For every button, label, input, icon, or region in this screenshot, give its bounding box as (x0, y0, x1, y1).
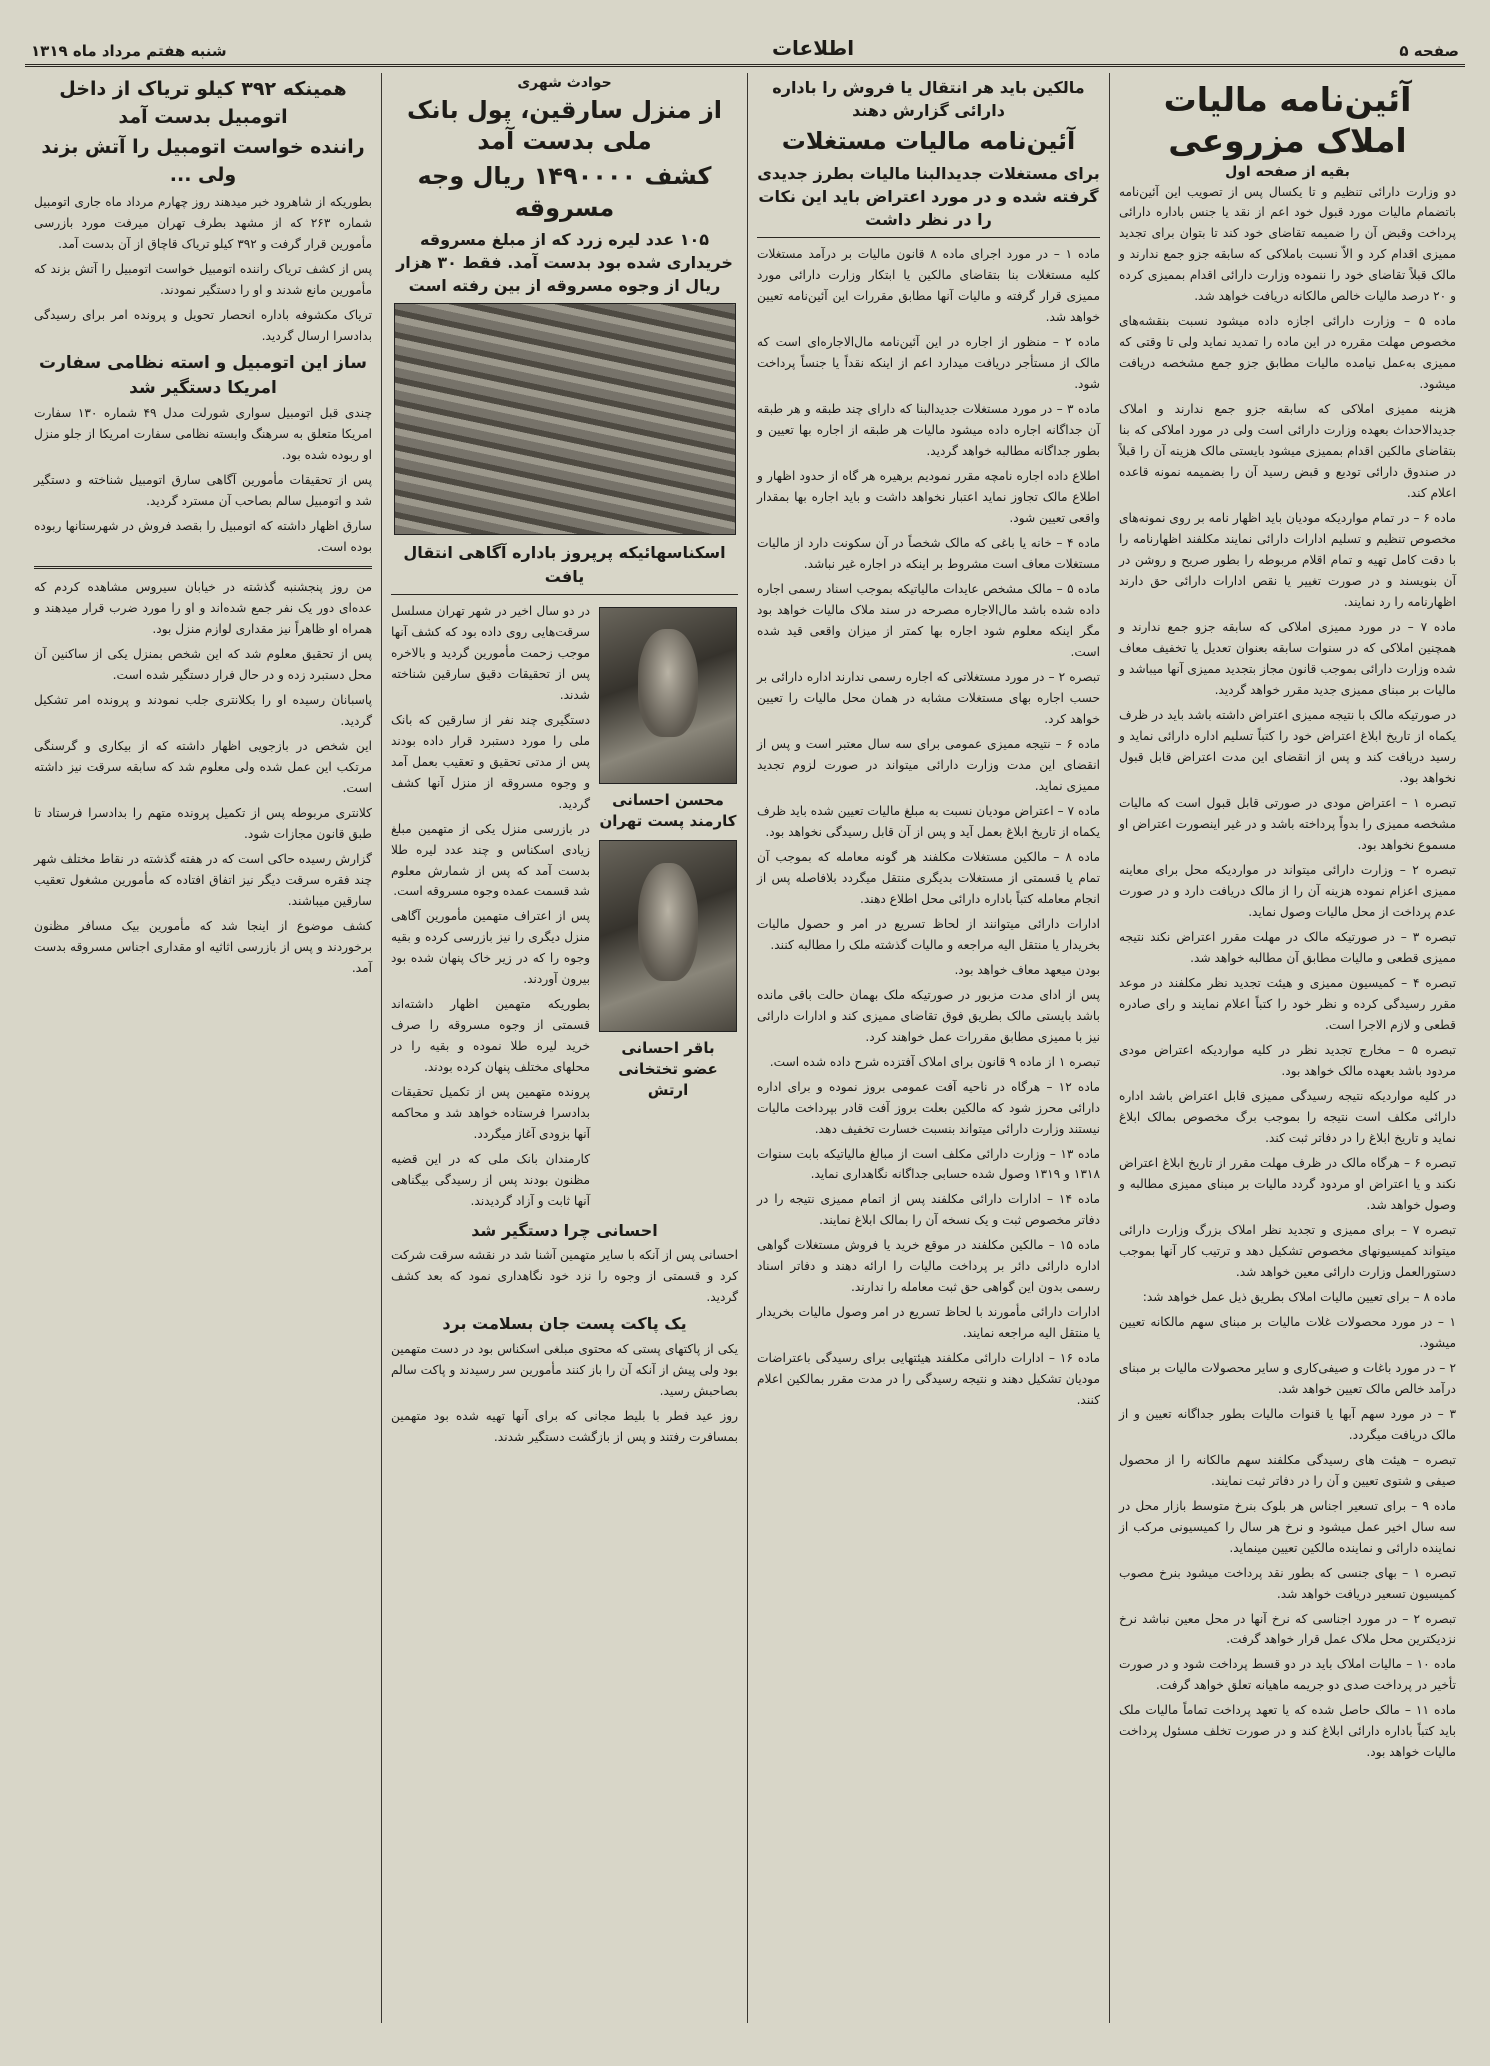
tax-paragraph: تبصره ۲ – وزارت دارائی میتواند در مواردیکه محل برای معاینه ممیزی اعزام نموده هزینه آن را از مالک دریافت دارد و در صورت عدم پرداخت از محل مالیات وصول نماید. (1119, 863, 1456, 919)
rent-paragraph: ماده ۸ – مالکین مستغلات مکلفند هر گونه معامله که بموجب آن تمام یا قسمتی از مستغلات بدیگری منتقل میگردد بلافاصله پس از انجام معامله کتباً باداره دارائی محل اطلاع دهند. (757, 849, 1101, 906)
car-title2: راننده خواست اتومبیل را آتش بزند ولی ... (41, 136, 365, 186)
tax-paragraph: تبصره ۲ – در مورد اجناسی که نرخ آنها در محل معین نباشد نرخ نزدیکترین محل ملاک عمل قرار خواهد گرفت. (1119, 1611, 1456, 1647)
tax-paragraph: دو وزارت دارائی تنظیم و تا یکسال پس از تصویب این آئین‌نامه باتضمام مالیات مورد قبول خود اعم از نقد یا جنس باداره دارائی پرداخت وقبض آن را ضمیمه تقاضای خود کند تا بتوان برای تجدید ممیزی اقدام کرد و الاّ نسبت باملاکی که سابقه جزو جمع ندارند و مالک قبلاً تقاضای خود را ننموده وزارت دارائی اقدام بممیزی کرده و ۲۰ درصد مالیات خالص مالکانه دریافت خواهد شد. (1119, 184, 1456, 304)
rent-paragraph: ادارات دارائی مأمورند با لحاظ تسریع در امر وصول مالیات بخریدار یا منتقل الیه مراجعه نمایند. (757, 1305, 1100, 1341)
rent-paragraph: ماده ۶ – نتیجه ممیزی عمومی برای سه سال معتبر است و پس از انقضای این مدت وزارت دارائی میتواند در صورت لزوم تجدید ممیزی نماید. (757, 736, 1100, 793)
tax-paragraph: تبصره ۷ – برای ممیزی و تجدید نظر املاک بزرگ وزارت دارائی میتواند کمیسیونهای مخصوص تشکیل دهد و ترتیب کار آنها بموجب دستورالعمل وزارت دارائی معین خواهد شد. (1119, 1222, 1456, 1279)
caption-bagher: باقر احسانی عضو تختخانی ارتش (618, 1038, 718, 1099)
tax-paragraph: ماده ۵ – وزارت دارائی اجازه داده میشود نسبت بنقشه‌های مخصوص مهلت مقرره در این ماده را تمدید نماید ولی تا وقتی که ممیزی به‌عمل نیامده مالیات مطابق جزو جمع مشخصه دریافت میشود. (1119, 314, 1456, 392)
car-paragraph: پس از تحقیق معلوم شد که این شخص بمنزل یکی از ساکنین آن محل دستبرد زده و در حال فرار دستگیر شده است. (34, 647, 372, 683)
car-body1 (34, 192, 372, 347)
car-paragraph: پس از کشف تریاک راننده اتومبیل خواست اتومبیل را آتش بزند که مأمورین مانع شدند و او را دستگیر نمودند. (34, 262, 372, 298)
column-rent (747, 73, 1109, 2023)
car-paragraph: کلانتری مربوطه پس از تکمیل پرونده متهم را بدادسرا فرستاد تا طبق قانون مجازات شود. (34, 806, 372, 842)
crime-subtitle: ۱۰۵ عدد لیره زرد که از مبلغ مسروقه خریداری شده بود بدست آمد. فقط ۳۰ هزار ریال از وجوه مسروقه از بین رفته است (396, 229, 733, 296)
tax-paragraph: ۲ – در مورد باغات و صیفی‌کاری و سایر محصولات مالیات بر مبنای درآمد خالص مالک تعیین خواهد شد. (1119, 1360, 1456, 1396)
tax-continued: بقیه از صفحه اول (1225, 163, 1350, 180)
tax-paragraph: تبصره ۶ – هرگاه مالک در ظرف مهلت مقرر از تاریخ ابلاغ اعتراض نکند و یا اعتراض او مردود گردد مالیات بر مبنای ممیزی مطالبه و وصول خواهد شد. (1119, 1155, 1456, 1212)
tax-paragraph: در کلیه مواردیکه نتیجه رسیدگی ممیزی قابل اعتراض باشد اداره دارائی مکلف است نتیجه را بموجب برگ مخصوص بمالک ابلاغ نماید و تاریخ ابلاغ را در دفاتر ثبت کند. (1119, 1088, 1456, 1145)
tax-paragraph: ماده ۱۰ – مالیات املاک باید در دو قسط پرداخت شود و در صورت تأخیر در پرداخت صدی دو جریمه ماهیانه تعلق خواهد گرفت. (1119, 1657, 1456, 1693)
car-paragraph: سارق اظهار داشته که اتومبیل را بقصد فروش در شهرستانها ربوده بوده است. (34, 519, 372, 555)
tax-paragraph: تبصره ۱ – اعتراض مودی در صورتی قابل قبول است که مالیات مشخصه ممیزی را بدواً پرداخته باشد و در غیر اینصورت اعتراض او مسموع نخواهد بود. (1119, 796, 1456, 853)
car-paragraph: بطوریکه از شاهرود خبر میدهند روز چهارم مرداد ماه جاری اتومبیل شماره ۲۶۳ که از مشهد بطرف تهران میرفت مورد بازرسی مأمورین قرار گرفت و ۳۹۲ کیلو تریاک قاچاق از آن بدست آمد. (34, 195, 372, 252)
rent-body (757, 244, 1100, 1411)
crime-sub-heading2: یک پاکت پست جان بسلامت برد (442, 1314, 687, 1334)
car-paragraph: کشف موضوع از اینجا شد که مأمورین بیک مسافر مظنون برخوردند و پس از بازرسی اثاثیه او مقداری اجناس مسروقه بدست آمد. (34, 919, 372, 975)
tax-paragraph: تبصره – هیئت های رسیدگی مکلفند سهم مالکانه را از محصول صیفی و شتوی تعیین و آن را در دفاتر ثبت نمایند. (1119, 1452, 1456, 1488)
rent-paragraph: ماده ۱۵ – مالکین مکلفند در موقع خرید یا فروش مستغلات گواهی اداره دارائی دائر بر پرداخت مالیات را ارائه دهند و دفاتر اسناد رسمی بدون این گواهی حق ثبت معامله را ندارند. (757, 1238, 1100, 1295)
rent-paragraph: ماده ۲ – منظور از اجاره در این آئین‌نامه مال‌الاجاره‌ای است که مالک از مستأجر دریافت میدارد اعم از اینکه نقداً یا جنساً پرداخت شود. (757, 335, 1100, 392)
tax-paragraph: ماده ۱۱ – مالک حاصل شده که یا تعهد پرداخت تماماً مالیات ملک باید کتباً باداره دارائی ابلاغ کند و در صورت تخلف مسئول پرداخت مالیات خواهد بود. (1119, 1703, 1457, 1760)
crime-title2: کشف ۱۴۹۰۰۰۰ ریال وجه مسروقه (417, 162, 712, 222)
car-paragraph: من روز پنجشنبه گذشته در خیابان سیروس مشاهده کردم که عده‌ای دور یک نفر جمع شده‌اند و او را مورد ضرب قرار میدهند و همراه او ظاهراً نیز مقداری لوازم منزل بود. (34, 580, 372, 637)
car-paragraph: پاسبانان رسیده او را بکلانتری جلب نمودند و پرونده امر تشکیل گردید. (34, 693, 372, 729)
car-title3: ساز این اتومبیل و استه نظامی سفارت امریکا دستگیر شد (39, 353, 367, 398)
newspaper-page (25, 18, 1465, 2028)
car-body3 (34, 577, 372, 979)
crime-sub-paragraph2: یکی از پاکتهای پستی که محتوی مبلغی اسکناس بود در دست متهمین بود ولی پیش از آنکه آن را باز کنند مأمورین سر رسیدند و پاکت سالم بصاحبش رسید. (391, 1341, 738, 1398)
rent-paragraph: پس از ادای مدت مزبور در صورتیکه ملک بهمان حالت باقی مانده باشد بایستی مالک بطریق فوق تقاضای ممیزی کند و ادارات دارائی نیز با ممیزی مطابق مقررات عمل خواهند کرد. (757, 987, 1100, 1044)
masthead (25, 18, 1465, 67)
column-tax (1109, 73, 1465, 2023)
tax-paragraph: تبصره ۴ – کمیسیون ممیزی و هیئت تجدید نظر مکلفند در موعد مقرر رسیدگی کرده و نظر خود را کتباً اعلام نمایند و رای صادره قطعی و لازم الاجرا است. (1119, 975, 1456, 1032)
column-car (25, 73, 381, 2023)
tax-paragraph: ماده ۸ – برای تعیین مالیات املاک بطریق ذیل عمل خواهد شد: (1142, 1289, 1456, 1304)
tax-paragraph: تبصره ۵ – مخارج تجدید نظر در کلیه مواردیکه اعتراض مودی مردود باشد بعهده مالک خواهد بود. (1119, 1042, 1456, 1078)
tax-paragraph: در صورتیکه مالک با نتیجه ممیزی اعتراض داشته باشد باید در ظرف یکماه از تاریخ ابلاغ اعتراض خود را کتباً تسلیم اداره دارائی نماید و رسید دریافت کند و پس از انقضای این مدت اعتراض قابل قبول نخواهد بود. (1119, 708, 1456, 786)
rent-paragraph: ماده ۵ – مالک مشخص عایدات مالیاتیکه بموجب اسناد رسمی اجاره داده شده باشد مال‌الاجاره مصرحه در سند ملاک مالیات خواهد بود مگر اینکه معلوم شود اجاره بها کمتر از میزان واقعی قید شده است. (757, 581, 1100, 659)
rent-paragraph: ماده ۳ – در مورد مستغلات جدیدالبنا که دارای چند طبقه و هر طبقه آن جداگانه اجاره داده میشود مالیات هر طبقه از اجاره بها تعیین و بطور جداگانه مطالبه خواهد گردید. (757, 402, 1100, 458)
evidence-photo (394, 303, 736, 535)
rent-paragraph: ماده ۱ – در مورد اجرای ماده ۸ قانون مالیات بر درآمد مستغلات کلیه مستغلات بنا بتقاضای مالکین یا ابتکار وزارت دارائی مورد ممیزی قرار گرفته و مالیات آنها مطابق مقررات این آئین‌نامه تعیین خواهد شد. (757, 247, 1100, 325)
paper-name: اطلاعات (771, 36, 855, 60)
rent-title: آئین‌نامه مالیات مستغلات (781, 127, 1076, 156)
crime-sub-heading1: احسانی چرا دستگیر شد (471, 1221, 658, 1241)
car-paragraph: این شخص در بازجویی اظهار داشته که از بیکاری و گرسنگی مرتکب این عمل شده ولی معلوم شد که سابقه سرقت نیز داشته است. (34, 739, 372, 796)
tax-paragraph: ۱ – در مورد محصولات غلات مالیات بر مبنای سهم مالکانه تعیین میشود. (1119, 1314, 1456, 1350)
crime-paragraph: پرونده متهمین پس از تکمیل تحقیقات بدادسرا فرستاده خواهد شد و محاکمه آنها بزودی آغاز میگردد. (391, 1085, 590, 1142)
transfer-title: اسکناسهائیکه پرپروز باداره آگاهی انتقال یافت (403, 543, 726, 586)
rent-paragraph: بودن میعهد معاف خواهد بود. (954, 962, 1100, 977)
car-paragraph: چندی قبل اتومبیل سواری شورلت مدل ۴۹ شماره ۱۳۰ سفارت امریکا متعلق به سرهنگ وابسته نظامی سفارت امریکا از جلو منزل او ربوده شده بود. (34, 406, 372, 463)
tax-paragraph: ماده ۹ – برای تسعیر اجناس هر بلوک بنرخ متوسط بازار محل در سه سال اخیر عمل میشود و نرخ هر سال را کمیسیونی مرکب از نماینده دارائی و نماینده مالکین تعیین مینماید. (1119, 1498, 1456, 1555)
car-paragraph: تریاک مکشوفه باداره انحصار تحویل و پرونده امر برای رسیدگی بدادسرا ارسال گردید. (34, 308, 372, 344)
rent-paragraph: ماده ۴ – خانه یا باغی که مالک شخصاً در آن سکونت دارد از مالیات مستغلات معاف است مشروط بر اینکه در اجاره غیر نباشد. (757, 535, 1100, 571)
crime-sub-paragraph3: روز عید فطر با بلیط مجانی که برای آنها تهیه شده بود متهمین بمسافرت رفتند و پس از بازگشت دستگیر شدند. (391, 1408, 738, 1444)
page-label: صفحه ۵ (1399, 42, 1459, 60)
car-paragraph: پس از تحقیقات مأمورین آگاهی سارق اتومبیل شناخته و دستگیر شد و اتومبیل سالم بصاحب آن مسترد گردید. (34, 473, 372, 509)
crime-title: از منزل سارقین، پول بانک ملی بدست آمد (406, 96, 723, 156)
crime-paragraph: در بازرسی منزل یکی از متهمین مبلغ زیادی اسکناس و چند عدد لیره طلا بدست آمد که پس از شمارش معلوم شد قسمت عمده وجوه مسروقه است. (391, 821, 590, 899)
crime-kicker: حوادث شهری (517, 75, 612, 91)
car-title1: همینکه ۳۹۲ کیلو تریاک از داخل اتومبیل بدست آمد (59, 78, 347, 128)
rent-paragraph: اطلاع داده اجاره نامچه مقرر نمودیم برهیره هر گاه از حدود اظهار و اطلاع مالک تجاوز نماید اعتبار نخواهد داشت و باید اجاره بها بمقدار واقعی تعیین شود. (757, 468, 1100, 525)
crime-paragraph: بطوریکه متهمین اظهار داشته‌اند قسمتی از وجوه مسروقه را صرف خرید لیره طلا نموده و بقیه را در محلهای مختلف پنهان کرده بودند. (391, 997, 590, 1075)
rent-paragraph: ماده ۱۴ – ادارات دارائی مکلفند پس از اتمام ممیزی نتیجه را در دفاتر مخصوص ثبت و یک نسخه آن را بمالک ابلاغ نمایند. (757, 1192, 1100, 1228)
crime-paragraph: در دو سال اخیر در شهر تهران مسلسل سرقت‌هایی روی داده بود که کشف آنها موجب زحمت مأمورین گردید و بالاخره پس از تحقیقات دقیق سارقین شناخته شدند. (391, 603, 590, 702)
tax-paragraph: ماده ۶ – در تمام مواردیکه مودیان باید اظهار نامه بر روی نمونه‌های مخصوص تنظیم و تسلیم ادارات دارائی نمایند مکلفند اظهارنامه را با دقت کامل تهیه و تمام اقلام مربوطه را بطور صریح و روشن در آن بنویسند و در صورت تغییر یا نقص ادارات دارائی حق دارند اظهارنامه را رد نمایند. (1119, 511, 1456, 610)
rent-kicker: مالکین باید هر انتقال یا فروش را باداره دارائی گزارش دهند (772, 78, 1085, 121)
rent-subtitle: برای مستغلات جدیدالبنا مالیات بطرز جدیدی گرفته شده و در مورد اعتراض باید این نکات را در نظر داشت (757, 163, 1100, 229)
tax-body (1119, 182, 1456, 1764)
tax-paragraph: تبصره ۳ – در صورتیکه مالک در مهلت مقرر اعتراض نکند نتیجه ممیزی قطعی و مالیات مطابق آن مطالبه خواهد شد. (1119, 929, 1456, 965)
crime-sub-paragraph1: احسانی پس از آنکه با سایر متهمین آشنا شد در نقشه سرقت شرکت کرد و قسمتی از وجوه را نزد خود نگاهداری نمود که بعد کشف گردید. (391, 1248, 738, 1305)
caption-mohsen: محسن احسانی کارمند پست تهران (599, 790, 737, 830)
portrait-mohsen (599, 607, 737, 784)
tax-paragraph: هزینه ممیزی املاکی که سابقه جزو جمع ندارند و املاک جدیدالاحداث بعهده وزارت دارائی است ولی در مورد املاکی که بنا بتقاضای مالکین اقدام بممیزی میشود بایستی مالک هزینه آن را قبلاً در صندوق دارائی تودیع و قبض رسید آن را بضمیمه نمونه قاعده اعلام کند. (1119, 402, 1456, 501)
rent-paragraph: تبصره ۱ از ماده ۹ قانون برای املاک آفتزده شرح داده شده است. (769, 1054, 1100, 1069)
rent-paragraph: ماده ۷ – اعتراض مودیان نسبت به مبلغ مالیات تعیین شده باید ظرف یکماه از تاریخ ابلاغ بعمل آید و پس از آن قابل رسیدگی نخواهد بود. (757, 803, 1100, 839)
tax-title: آئین‌نامه مالیات املاک مزروعی (1163, 80, 1412, 161)
tax-paragraph: تبصره ۱ – بهای جنسی که بطور نقد پرداخت میشود بنرخ مصوب کمیسیون تسعیر دریافت خواهد شد. (1119, 1565, 1457, 1601)
tax-paragraph: ماده ۷ – در مورد ممیزی املاکی که سابقه جزو جمع ندارند و همچنین املاکی که در سنوات سابقه بعنوان تعدیل یا تخفیف معاف شده وزارت دارائی بموجب قانون مجاز بتجدید ممیزی آنها میباشد و مالیات بر مبنای ممیزی جدید مقرر خواهد گردید. (1119, 620, 1456, 698)
column-crime (381, 73, 747, 2023)
car-paragraph: گزارش رسیده حاکی است که در هفته گذشته در نقاط مختلف شهر چند فقره سرقت دیگر نیز اتفاق افتاده که مأمورین مشغول تعقیب سارقین میباشند. (34, 852, 372, 909)
crime-paragraph: دستگیری چند نفر از سارقین که بانک ملی را مورد دستبرد قرار داده بودند پس از مدتی تحقیق و تعقیب بعمل آمد و وجوه مسروقه از منزل آنها کشف گردید. (391, 712, 590, 811)
rent-paragraph: ماده ۱۳ – وزارت دارائی مکلف است از مبالغ مالیاتیکه بابت سنوات ۱۳۱۸ و ۱۳۱۹ وصول شده حسابی جداگانه نگاهداری نماید. (757, 1146, 1100, 1182)
crime-paragraph: کارمندان بانک ملی که در این قضیه مظنون بودند پس از رسیدگی بیگناهی آنها ثابت و آزاد گردیدند. (391, 1152, 590, 1209)
rent-paragraph: ادارات دارائی میتوانند از لحاظ تسریع در امر و حصول مالیات بخریدار یا منتقل الیه مراجعه و مالیات گذشته ملک را مطالبه کنند. (757, 916, 1100, 952)
rent-paragraph: ماده ۱۶ – ادارات دارائی مکلفند هیئتهایی برای رسیدگی باعتراضات مودیان تشکیل دهند و نتیجه رسیدگی را در مدت مقرر بمالکین اعلام کنند. (757, 1351, 1100, 1408)
issue-date: شنبه هفتم مرداد ماه ۱۳۱۹ (31, 42, 227, 60)
crime-body (391, 601, 590, 1217)
rent-paragraph: ماده ۱۲ – هرگاه در ناحیه آفت عمومی بروز نموده و برای اداره دارائی محرز شود که مالکین بعلت بروز آفت قادر بپرداخت مالیات نیستند وزارت دارائی میتواند بنسبت خسارت تخفیف دهد. (757, 1079, 1100, 1136)
tax-paragraph: ۳ – در مورد سهم آبها یا قنوات مالیات بطور جداگانه تعیین و از مالک دریافت میگردد. (1119, 1406, 1456, 1442)
rent-paragraph: تبصره ۲ – در مورد مستغلاتی که اجاره رسمی ندارند اداره دارائی بر حسب اجاره بهای مستغلات مشابه در همان محل مالیات را تعیین خواهد کرد. (757, 669, 1100, 726)
car-body2 (34, 403, 372, 558)
crime-paragraph: پس از اعتراف متهمین مأمورین آگاهی منزل دیگری را نیز بازرسی کرده و بقیه وجوه را که در زیر خاک پنهان شده بود بیرون آوردند. (391, 909, 590, 987)
portrait-bagher (599, 840, 737, 1032)
